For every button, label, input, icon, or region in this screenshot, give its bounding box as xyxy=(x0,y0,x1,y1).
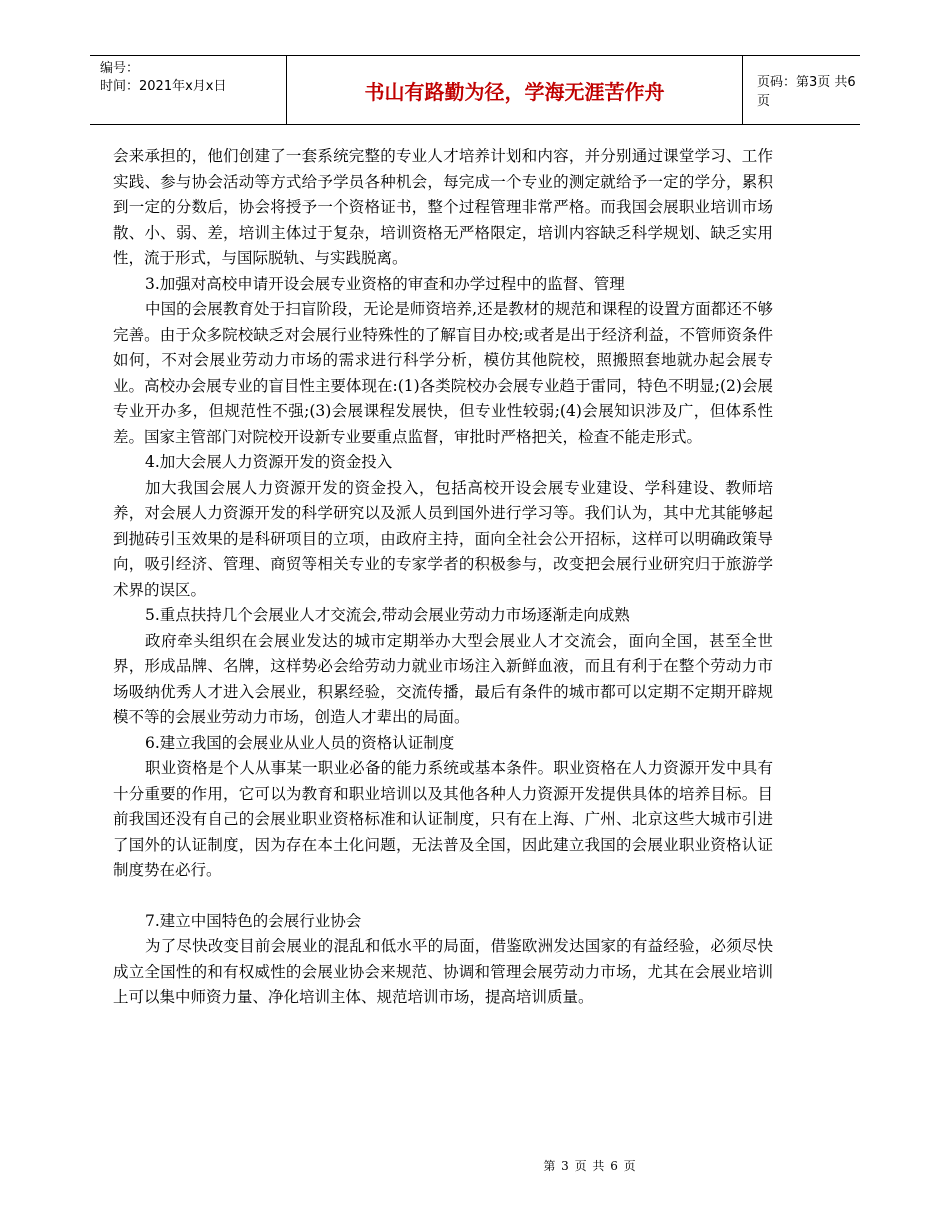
page-header xyxy=(90,55,860,125)
document-body xyxy=(113,144,773,1011)
document-time-label: 时间：2021年x月x日 xyxy=(100,79,227,94)
header-meta xyxy=(100,60,290,96)
body-paragraph: 中国的会展教育处于扫盲阶段，无论是师资培养,还是教材的规范和课程的设置方面都还不够完善。由于众多院校缺乏对会展行业特殊性的了解盲目办校;或者是出于经济利益，不管师资条件如何，不对会展业劳动力市场的需求进行科学分析，模仿其他院校，照搬照套地就办起会展专业。高校办会展专业的盲目性主要体现在:(1)各类院校办会展专业趋于雷同，特色不明显;(2)会展专业开办多，但规范性不强;(3)会展课程发展快，但专业性较弱;(4)会展知识涉及广，但体系性差。国家主管部门对院校开设新专业要重点监督，审批时严格把关，检查不能走形式。 xyxy=(113,300,773,446)
section-heading: 5.重点扶持几个会展业人才交流会,带动会展业劳动力市场逐渐走向成熟 xyxy=(145,606,630,624)
body-paragraph: 职业资格是个人从事某一职业必备的能力系统或基本条件。职业资格在人力资源开发中具有十分重要的作用，它可以为教育和职业培训以及其他各种人力资源开发提供具体的培养目标。目前我国还没有自己的会展业职业资格标准和认证制度，只有在上海、广州、北京这些大城市引进了国外的认证制度，因为存在本土化问题，无法普及全国，因此建立我国的会展业职业资格认证制度势在必行。 xyxy=(113,759,773,879)
section-heading: 3.加强对高校申请开设会展专业资格的审查和办学过程中的监督、管理 xyxy=(145,274,625,293)
body-paragraph: 为了尽快改变目前会展业的混乱和低水平的局面，借鉴欧洲发达国家的有益经验，必须尽快成立全国性的和有权威性的会展业协会来规范、协调和管理会展劳动力市场，尤其在会展业培训上可以集中师资力量、净化培训主体、规范培训市场，提高培训质量。 xyxy=(113,937,773,1006)
section-heading: 7.建立中国特色的会展行业协会 xyxy=(145,911,362,930)
header-motto: 书山有路勤为径，学海无涯苦作舟 xyxy=(286,56,743,124)
section-heading: 4.加大会展人力资源开发的资金投入 xyxy=(145,453,393,471)
section-heading: 6.建立我国的会展业从业人员的资格认证制度 xyxy=(145,733,455,752)
document-number-label: 编号： xyxy=(100,61,140,76)
page-footer: 第 3 页 共 6 页 xyxy=(543,1159,637,1173)
body-paragraph: 加大我国会展人力资源开发的资金投入，包括高校开设会展专业建设、学科建设、教师培养，对会展人力资源开发的科学研究以及派人员到国外进行学习等。我们认为，其中尤其能够起到抛砖引玉效果的是科研项目的立项，由政府主持，面向全社会公开招标，这样可以明确政策导向，吸引经济、管理、商贸等相关专业的专家学者的积极参与，改变把会展行业研究归于旅游学术界的误区。 xyxy=(113,478,773,599)
body-paragraph: 会来承担的，他们创建了一套系统完整的专业人才培养计划和内容，并分别通过课堂学习、工作实践、参与协会活动等方式给予学员各种机会，每完成一个专业的测定就给予一定的学分，累积到一定的分数后，协会将授予一个资格证书，整个过程管理非常严格。而我国会展职业培训市场散、小、弱、差，培训主体过于复杂，培训资格无严格限定，培训内容缺乏科学规划、缺乏实用性，流于形式，与国际脱轨、与实践脱离。 xyxy=(113,147,773,267)
header-page-info: 页码：第3页 共6页 xyxy=(757,75,856,109)
body-paragraph: 政府牵头组织在会展业发达的城市定期举办大型会展业人才交流会，面向全国，甚至全世界，形成品牌、名牌，这样势必会给劳动力就业市场注入新鲜血液，而且有利于在整个劳动力市场吸纳优秀人才进入会展业，积累经验，交流传播，最后有条件的城市都可以定期不定期开辟规模不等的会展业劳动力市场，创造人才辈出的局面。 xyxy=(113,631,773,726)
